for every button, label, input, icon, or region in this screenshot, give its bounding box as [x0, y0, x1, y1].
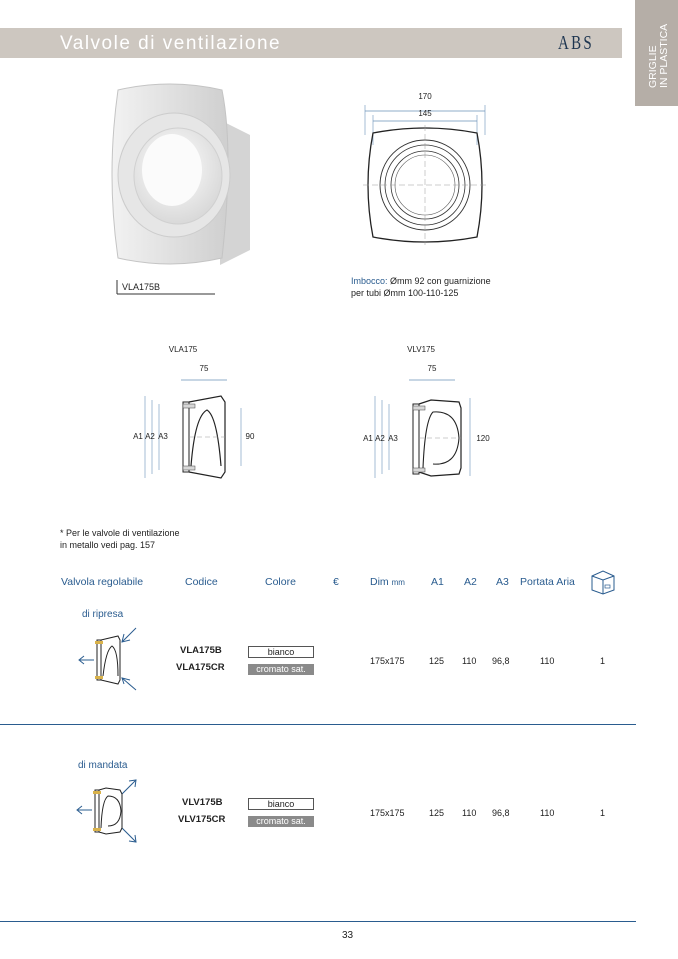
- th-portata: Portata Aria: [520, 576, 575, 588]
- th-dim: Dim mm: [370, 576, 405, 588]
- imbocco-note: Imbocco: Ømm 92 con guarnizione per tubi Ømm 100-110-125: [351, 276, 491, 298]
- photo-caption: VLA175B: [122, 282, 161, 292]
- vla175-a1: A1: [133, 432, 143, 441]
- row1-code2: VLA175CR: [176, 662, 225, 673]
- row1-qty: 1: [600, 656, 606, 666]
- row1-a1: 125: [429, 656, 445, 666]
- vla175-title: VLA175: [168, 345, 198, 354]
- row2-type: di mandata: [78, 760, 128, 771]
- vlv175-height: 120: [476, 434, 490, 443]
- row1-dim: 175x175: [370, 656, 405, 666]
- th-a2: A2: [464, 576, 477, 588]
- footer-divider: [0, 921, 636, 922]
- row2-qty: 1: [600, 808, 606, 818]
- row2-color1: bianco: [248, 798, 314, 810]
- vlv175-depth: 75: [427, 364, 437, 373]
- row2-a2: 110: [462, 808, 477, 818]
- box-icon: [589, 568, 617, 596]
- dim-inner-label: 145: [418, 109, 432, 118]
- row2-portata: 110: [540, 808, 555, 818]
- row-divider: [0, 724, 636, 725]
- row2-dim: 175x175: [370, 808, 405, 818]
- vlv175-a1: A1: [363, 434, 373, 443]
- row1-airflow-diagram: [76, 622, 146, 694]
- vla175-a3: A3: [158, 432, 168, 441]
- row2-color2: cromato sat.: [248, 816, 314, 827]
- row1-portata: 110: [540, 656, 555, 666]
- side-view-vlv175: [357, 338, 507, 498]
- th-euro: €: [333, 576, 339, 588]
- row2-code2: VLV175CR: [178, 814, 226, 825]
- row2-a3: 96,8: [492, 808, 510, 818]
- row1-color2: cromato sat.: [248, 664, 314, 675]
- th-a1: A1: [431, 576, 444, 588]
- dim-outer-label: 170: [418, 92, 432, 101]
- vlv175-title: VLV175: [407, 345, 435, 354]
- row1-a3: 96,8: [492, 656, 510, 666]
- metal-valves-note: * Per le valvole di ventilazione in metallo vedi pag. 157: [60, 528, 180, 550]
- vla175-a2: A2: [145, 432, 155, 441]
- th-a3: A3: [496, 576, 509, 588]
- front-view-drawing: [355, 85, 495, 255]
- row2-airflow-diagram: [72, 774, 144, 848]
- category-tab-label: GRIGLIE IN PLASTICA: [647, 23, 670, 88]
- row1-code1: VLA175B: [180, 645, 222, 656]
- row1-a2: 110: [462, 656, 477, 666]
- page-title: Valvole di ventilazione: [60, 33, 282, 54]
- row1-color1: bianco: [248, 646, 314, 658]
- vlv175-a2: A2: [375, 434, 385, 443]
- vla175-height: 90: [245, 432, 255, 441]
- th-codice: Codice: [185, 576, 218, 588]
- row1-type: di ripresa: [82, 609, 124, 620]
- row2-code1: VLV175B: [182, 797, 223, 808]
- vlv175-a3: A3: [388, 434, 398, 443]
- page-number: 33: [342, 930, 354, 941]
- brand-logo: ABS: [558, 32, 594, 54]
- side-view-vla175: [125, 338, 275, 498]
- row2-a1: 125: [429, 808, 445, 818]
- vla175-depth: 75: [199, 364, 209, 373]
- th-colore: Colore: [265, 576, 296, 588]
- product-photo: [100, 80, 260, 270]
- th-valvola: Valvola regolabile: [61, 576, 144, 588]
